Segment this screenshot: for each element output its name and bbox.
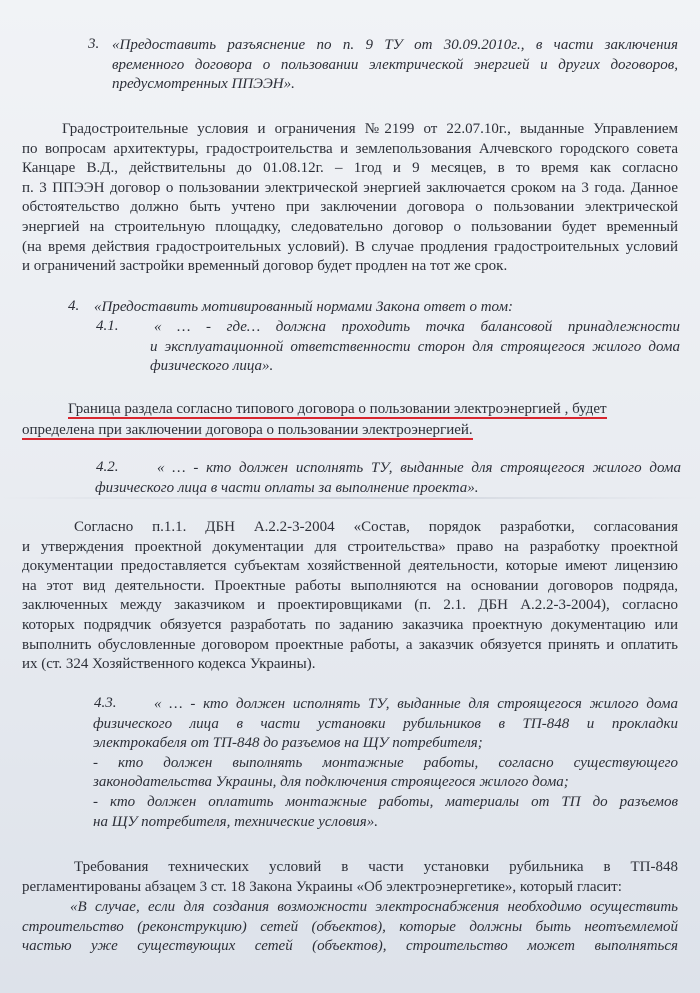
granica-underlined-line: Граница раздела согласно типового договора о пользовании электроэнергией , будет (68, 401, 607, 417)
paragraph-gradostroit (22, 120, 678, 277)
item-4-2-text (95, 459, 681, 498)
item-4-3-line: физического лица в части установки рубильников в ТП-848 и прокладки (93, 715, 678, 732)
granica-line-wrap (22, 420, 678, 441)
item-4-1-number: 4.1. (96, 318, 119, 334)
text-line: регламентированы абзацем 3 ст. 18 Закона Украины «Об электроэнергетике», который гласит: (22, 878, 622, 895)
item-4-1-text (150, 318, 680, 377)
item-4-3-text (93, 695, 678, 832)
item-4-3-line: на ЩУ потребителя, технические условия». (93, 813, 379, 830)
item-4-2-number: 4.2. (96, 459, 119, 475)
item-3-number: 3. (88, 36, 100, 52)
text-line: которых подрядчик обязуется разработать по заданию заказчика проектную документацию или (22, 616, 678, 633)
text-line: Согласно п.1.1. ДБН А.2.2-3-2004 «Состав, порядок разработки, согласования (74, 519, 678, 535)
text-line: (на время действия градостроительных условий). В случае продления градостроительных условий (22, 238, 678, 255)
item-3-text (112, 36, 678, 95)
item-4-3-line: электрокабеля от ТП-848 до разъемов на ЩУ потребителя; (93, 735, 483, 752)
granica-line-wrap (22, 399, 678, 420)
granica-underlined-line: определена при заключении договора о пользовании электроэнергией. (22, 422, 473, 438)
item-4-3-line: « … - кто должен исполнять ТУ, выданные для строящегося жилого дома (154, 696, 678, 712)
text-line: заключенных между заказчиком и проектировщиками (п. 2.1. ДБН А.2.2-3-2004), согласно (22, 597, 678, 614)
text-line: и ограничений застройки временный договор будет продлен на тот же срок. (22, 258, 508, 275)
item-4-3-number: 4.3. (94, 695, 117, 711)
quote-line: строительство (реконструкцию) сетей (объектов), которые должны быть неотъемлемой (22, 918, 678, 935)
closing-quote (22, 898, 678, 957)
item-4-3-line: законодательства Украины, для подключения строящегося жилого дома; (93, 774, 569, 791)
text-line: п. 3 ППЭЭН договор о пользовании электрической энергией заключается сроком на 3 года. Данное (22, 179, 678, 196)
item-3-line: предусмотренных ППЭЭН». (112, 76, 295, 93)
item-3-line: «Предоставить разъяснение по п. 9 ТУ от 30.09.2010г., в части заключения (112, 37, 678, 53)
text-line: и утверждения проектной документации для строительства» право на разработку проектной (22, 538, 678, 555)
item-4-2-line: « … - кто должен исполнять ТУ, выданные для строящегося жилого дома (157, 460, 681, 476)
text-line: обстоятельство должно быть учтено при заключении договора о пользовании электрической (22, 199, 678, 216)
text-line: их (ст. 324 Хозяйственного кодекса Украины). (22, 656, 316, 673)
text-line: Канцаре В.Д., действительны до 01.08.12г. – 1год и 9 месяцев, в то время как согласно (22, 160, 678, 177)
text-line: Требования технических условий в части установки рубильника в ТП-848 (74, 859, 678, 875)
text-line: энергией на строительную площадку, следовательно договор о пользовании будет временный (22, 218, 678, 235)
text-line: по вопросам архитектуры, градостроительства и землепользования Алчевского городского совета (22, 140, 678, 157)
paragraph-granica (22, 399, 678, 441)
text-line: на этот вид деятельности. Проектные работы выполняются на основании договоров подряда, (22, 577, 678, 594)
text-line: документации предоставляется субъектам хозяйственной деятельности, которые имеют лицензию (22, 558, 678, 575)
paragraph-dbn (22, 518, 678, 675)
item-4-head: «Предоставить мотивированный нормами Закона ответ о том: (94, 299, 514, 315)
item-4-number: 4. (68, 298, 80, 314)
item-4-1-line: и эксплуатационной ответственности сторон для строящегося жилого дома (150, 338, 680, 355)
item-4-2-line: физического лица в части оплаты за выполнение проекта». (95, 479, 479, 496)
quote-line: «В случае, если для создания возможности электроснабжения необходимо осуществить (70, 899, 678, 915)
text-line: выполнить обусловленные договором проектные работы, а заказчик обязуется принять и оплатить (22, 636, 678, 653)
item-4-1-line: физического лица». (150, 358, 274, 375)
item-4-3-line: - кто должен выполнять монтажные работы, согласно существующего (93, 754, 678, 771)
text-line: Градостроительные условия и ограничения №2199 от 22.07.10г., выданные Управлением (62, 121, 678, 137)
paragraph-trebovaniya (22, 858, 678, 897)
quote-line: частью уже существующих сетей (объектов), строительство может выполняться (22, 938, 678, 955)
item-3-line: временного договора о пользовании электрической энергией и других договоров, (112, 56, 678, 73)
item-4-1-line: « … - где… должна проходить точка балансовой принадлежности (154, 319, 680, 335)
item-4-3-line: - кто должен оплатить монтажные работы, материалы от ТП до разъемов (93, 793, 678, 810)
